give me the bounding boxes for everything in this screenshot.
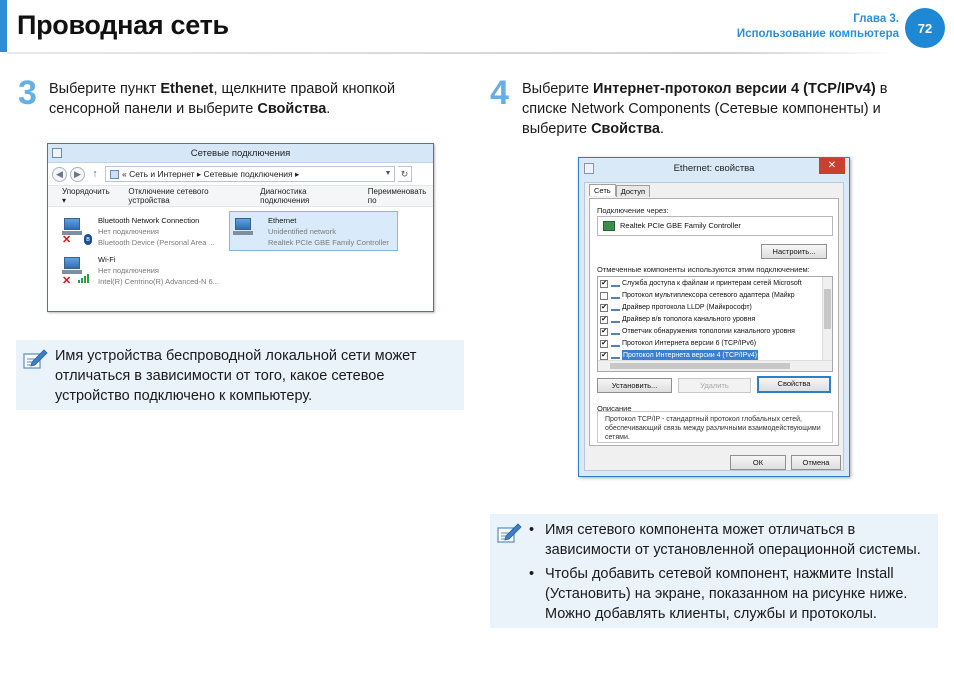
address-row	[48, 163, 433, 185]
page-number-badge: 72	[905, 8, 945, 48]
toolbar-diagnose[interactable]: Диагностика подключения	[260, 187, 310, 205]
chevron-down-icon[interactable]: ▼	[384, 170, 392, 177]
network-connections-window	[47, 143, 434, 312]
step-3-bold-ethernet: Ethenet	[160, 81, 214, 97]
network-window-title: Сетевые подключения	[190, 148, 291, 159]
tab-network[interactable]: Сеть	[589, 184, 616, 196]
list-item[interactable]: ✔ Драйвер протокола LLDP (Майкрософт)	[601, 304, 752, 311]
properties-body	[584, 182, 844, 471]
note-pencil-icon	[496, 522, 522, 546]
connection-name: Wi-Fi	[98, 255, 116, 264]
properties-button[interactable]: Свойства	[757, 376, 831, 393]
connection-device: Bluetooth Device (Personal Area ...	[98, 238, 215, 247]
step-4-bold-ipv4: Интернет-протокол версии 4 (TCP/IPv4)	[593, 81, 876, 97]
title-accent-bar	[0, 0, 7, 52]
checkbox[interactable]: ✔	[601, 280, 607, 287]
checkbox[interactable]: ✔	[601, 304, 607, 311]
forward-arrow-icon[interactable]: ▶	[70, 167, 85, 182]
network-folder-icon	[110, 170, 119, 179]
page-title: Проводная сеть	[17, 10, 229, 40]
chapter-title: Использование компьютера	[736, 28, 899, 40]
network-window-titlebar	[48, 144, 433, 163]
header-divider	[7, 52, 897, 54]
configure-button[interactable]: Настроить...	[761, 244, 827, 259]
properties-tabs	[589, 185, 650, 197]
chapter-number: Глава 3.	[853, 13, 899, 25]
address-path: « Сеть и Интернет ▸ Сетевые подключения ▸	[122, 169, 300, 179]
ethernet-properties-window	[578, 157, 850, 477]
checkbox[interactable]: ✔	[601, 340, 607, 347]
component-icon	[611, 341, 620, 347]
connection-name: Ethernet	[268, 216, 297, 225]
up-arrow-icon[interactable]: ↑	[92, 168, 98, 180]
window-icon	[584, 163, 594, 174]
toolbar-rename[interactable]: Переименовать по	[367, 187, 427, 205]
window-icon	[52, 148, 62, 158]
step-3-bold-properties: Свойства	[257, 101, 327, 117]
refresh-icon[interactable]: ↻	[398, 166, 412, 182]
chapter-label	[737, 12, 899, 42]
adapter-name: Realtek PCIe GBE Family Controller	[620, 221, 741, 230]
component-icon	[611, 305, 620, 311]
ok-button[interactable]: ОК	[730, 455, 786, 470]
note-bullet-1: • Имя сетевого компонента может отличаться в зависимости от установленной операционной системы.	[529, 520, 934, 560]
connection-status: Нет подключения	[98, 227, 159, 236]
address-bar[interactable]	[105, 166, 395, 182]
ethernet-connection-item[interactable]	[268, 215, 389, 248]
connect-using-label: Подключение через:	[597, 206, 669, 215]
note-wireless-text: Имя устройства беспроводной локальной сети может отличаться в зависимости от того, какое сетевое устройство подключено к компьютеру.	[55, 348, 417, 404]
note-box-wireless	[16, 340, 464, 410]
toolbar-disable-device[interactable]: Отключение сетевого устройства	[128, 187, 209, 205]
step-3-number: 3	[18, 74, 37, 112]
step-4-bold-properties: Свойства	[591, 121, 660, 137]
toolbar-organize[interactable]: Упорядочить ▾	[62, 187, 110, 205]
list-item[interactable]: ✔ Драйвер в/в тополога канального уровня	[601, 316, 756, 323]
remove-button[interactable]: Удалить	[678, 378, 751, 393]
component-icon	[611, 353, 620, 359]
checkbox[interactable]	[600, 292, 608, 300]
checkbox[interactable]: ✔	[601, 328, 607, 335]
connection-status: Нет подключения	[98, 266, 159, 275]
signal-bars-icon	[78, 274, 89, 283]
network-toolbar	[48, 185, 433, 207]
component-icon	[611, 329, 620, 335]
bluetooth-connection-item[interactable]	[98, 215, 215, 248]
description-text: Протокол TCP/IP - стандартный протокол глобальных сетей, обеспечивающий связь между различными взаимодействующими сетями.	[605, 416, 821, 441]
list-item[interactable]: ✔ Протокол Интернета версии 6 (TCP/IPv6)	[601, 340, 757, 347]
note-bullet-2: • Чтобы добавить сетевой компонент, нажмите Install (Установить) на экране, показанном на рисунке ниже. Можно добавлять клиенты, службы и протоколы.	[529, 564, 934, 624]
ethernet-connection-icon	[233, 216, 255, 238]
step-4-text: Выберите Интернет-протокол версии 4 (TCP/IPv4) в списке Network Components (Сетевые компоненты) и выберите Свойства.	[522, 81, 888, 137]
close-icon[interactable]: ✕	[819, 158, 845, 174]
step-3-text: Выберите пункт Ethenet, щелкните правой кнопкой сенсорной панели и выберите Свойства.	[49, 81, 396, 117]
component-icon	[611, 293, 620, 299]
list-item[interactable]: Протокол мультиплексора сетевого адаптера (Майкр	[600, 290, 795, 302]
connection-device: Realtek PCIe GBE Family Controller	[268, 238, 389, 247]
list-item[interactable]: ✔ Служба доступа к файлам и принтерам сетей Microsoft	[601, 280, 802, 287]
bluetooth-icon: ʙ	[84, 234, 92, 245]
adapter-field	[597, 216, 833, 236]
connection-device: Intel(R) Centrino(R) Advanced-N 6...	[98, 277, 219, 286]
connection-name: Bluetooth Network Connection	[98, 216, 200, 225]
disconnected-x-icon: ✕	[62, 234, 72, 246]
checkbox[interactable]: ✔	[601, 352, 607, 359]
connection-status: Unidentified network	[268, 227, 336, 236]
vertical-scrollbar[interactable]	[822, 277, 832, 361]
note-box-components	[490, 514, 938, 628]
note-components-list	[529, 520, 934, 628]
install-button[interactable]: Установить...	[597, 378, 672, 393]
component-icon	[611, 281, 620, 287]
network-adapter-icon	[603, 221, 615, 231]
description-box	[597, 411, 833, 443]
step-4-number: 4	[490, 74, 509, 112]
description-label: Описание	[597, 404, 632, 413]
horizontal-scrollbar[interactable]	[598, 360, 832, 371]
components-list[interactable]	[597, 276, 833, 372]
checkbox[interactable]: ✔	[601, 316, 607, 323]
tab-sharing[interactable]: Доступ	[616, 185, 650, 197]
back-arrow-icon[interactable]: ◀	[52, 167, 67, 182]
list-item[interactable]: ✔ Ответчик обнаружения топологии канального уровня	[601, 328, 795, 335]
components-label: Отмеченные компоненты используются этим подключением:	[597, 265, 810, 274]
list-item-ipv4-selected[interactable]: ✔ Протокол Интернета версии 4 (TCP/IPv4)	[600, 350, 758, 362]
note-pencil-icon	[22, 348, 48, 372]
component-icon	[611, 317, 620, 323]
wifi-connection-item[interactable]	[98, 254, 219, 287]
cancel-button[interactable]: Отмена	[791, 455, 841, 470]
properties-titlebar	[579, 158, 849, 180]
properties-window-title: Ethernet: свойства	[673, 163, 755, 174]
network-tab-panel	[589, 198, 839, 446]
disconnected-x-icon: ✕	[62, 275, 72, 287]
